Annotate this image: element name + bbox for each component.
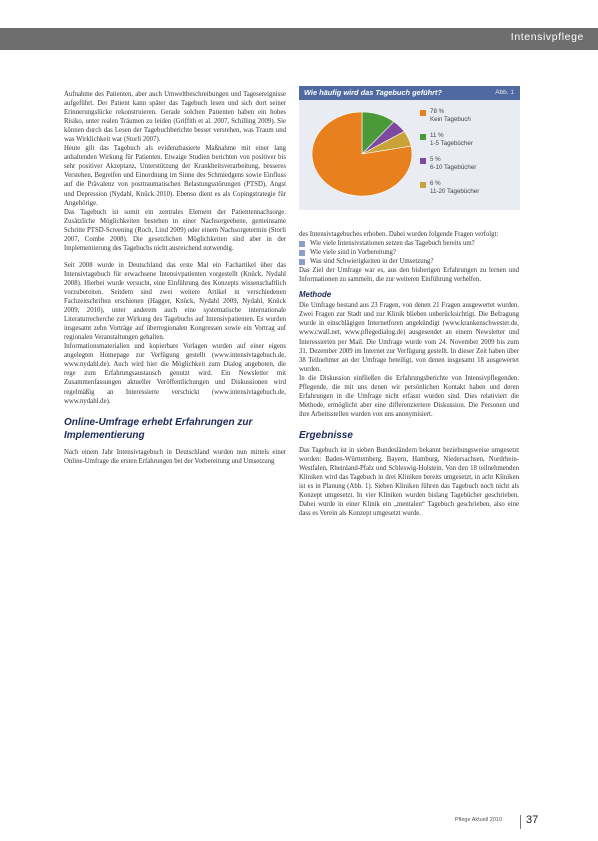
legend-value: 5 %	[430, 156, 441, 163]
legend-swatch	[420, 134, 426, 140]
footer	[0, 815, 598, 831]
legend-label: 11-20 Tagebücher	[430, 188, 480, 195]
legend-label: Kein Tagebuch	[430, 116, 471, 123]
legend-swatch	[420, 182, 426, 188]
header-bar	[0, 28, 598, 50]
legend-item	[420, 156, 516, 180]
bullet-square-icon	[299, 250, 305, 256]
section-heading-survey: Online-Umfrage erhebt Erfahrungen zur Implementierung	[64, 416, 253, 441]
bullet-item	[299, 239, 519, 248]
left-column	[64, 90, 286, 466]
figure-box	[299, 86, 520, 210]
right-column	[299, 230, 519, 518]
bullet-item	[299, 248, 519, 257]
bullet-square-icon	[299, 259, 305, 265]
left-paragraph-closing: Nach einem Jahr Intensivtagebuch in Deutschland wurden nun mittels einer Online-Umfrage die ersten Erfahrungen bei der Vorbereitung und Umsetzung	[64, 448, 286, 465]
bullet-text: Wie viele sind in Vorbereitung?	[310, 249, 396, 257]
bullet-text: Was sind Schwierigkeiten in der Umsetzung?	[310, 258, 434, 266]
page-number: 37	[526, 814, 539, 826]
results-text: Das Tagebuch ist in sieben Bundesländern bekannt beziehungsweise umgesetzt worden: Baden-Württemberg, Bayern, Hamburg, Niedersachsen, Nordrhein-Westfalen, Rheinland-Pfalz und Schleswig-Holstein. Von den 18 teilnehmenden Kliniken wird das Tagebuch in drei Kliniken bereits umgesetzt, in acht Kliniken ist es in Planung (Abb. 1). Sieben Kliniken führen das Tagebuch noch nicht als Konzept umgesetzt. In vier Kliniken wurden bislang Tagebücher geschrieben. Dabei wurde in einer Klinik ein „mentalen“ Tagebuch geschrieben, also eine dass es Verein als Konzept umgesetzt wurde.	[299, 446, 519, 518]
footer-divider	[520, 815, 521, 829]
chart-legend	[420, 108, 516, 204]
left-paragraph-3: Das Tagebuch ist somit ein zentrales Element der Patientennachsorge. Zusätzliche Möglichkeiten bestehen in einer Nachsorgeebene, gemeinsame Schritte PTSD-Screening (Roch, Lind 2009) oder einem Nachsorgetermin (Storli 2007, Combe 2008). Die gesetzlichen Möglichkeiten sind aber in der Implementierung des Tagebuchs nicht ausreichend notwendig.	[64, 208, 286, 252]
legend-swatch	[420, 158, 426, 164]
figure-title: Wie häufig wird das Tagebuch geführt?	[304, 88, 443, 97]
section-title: Intensivpflege	[510, 31, 584, 43]
footer-source: Pflege Aktuell 2010	[454, 817, 502, 823]
results-heading: Ergebnisse	[299, 429, 353, 441]
right-intro: des Intensivtagebuches erhoben. Dabei wurden folgende Fragen verfolgt:	[299, 231, 499, 238]
methods-text: Die Umfrage bestand aus 23 Fragen, von denen 21 Fragen ausgewertet wurden. Zwei Fragen zur Stadt und zur Klinik blieben unberücksichtigt. Die Befragung wurde in einschlägigen Internetforen angekündigt (www.krankenschwester.de, www.cwall.net, www.pflegedialog.de) ausgesendet an einem Newsletter und Interessierten per Mail. Die Umfrage wurde vom 24. November 2009 bis zum 31. Dezember 2009 im Internet zur Verfügung gestellt. In dieser Zeit haben über 38 Teilnehmer an der Umfrage beteiligt, von denen insgesamt 18 ausgewertet wurden.	[299, 302, 519, 373]
right-aim: Das Ziel der Umfrage war es, aus den bisherigen Erfahrungen zu lernen und Informationen zu sammeln, die zur weiteren Einführung verhelfen.	[299, 267, 519, 284]
legend-swatch	[420, 110, 426, 116]
left-paragraph-2: Heute gilt das Tagebuch als evidenzbasierte Maßnahme mit einer lang anhaltenden Wirkung für Patienten. Etwaige Studien berichten von positiver bis sehr positiver Akzeptanz, Unterstützung der Krankheitsverarbeitung, besseres Verstehen, Begreifen und Einordnung im Sinne des Schmiedgens sowie Einfluss auf die Prävalenz von posttraumatischen Belastungsstörungen (PTSD), Angst und Depression (Nydahl, Knück 2010). Ebenso dient es als Copingstrategie für Angehörige.	[64, 145, 286, 207]
figure-number: Abb. 1	[495, 88, 514, 96]
pie-chart	[307, 104, 419, 204]
legend-item	[420, 180, 516, 204]
legend-value: 78 %	[430, 108, 445, 115]
methods-text-2: In die Diskussion einfließen die Erfahrungsberichte von Intensivpflegenden. Pflegende, die mit uns denen wir persönlichen Kontakt haben und deren Erfahrungen in die Umfrage nicht erfasst wurden sind. Dies relativiert die Methode, ermöglicht aber eine differenziertere Diskussion. Die Personen und ihre Arbeitsstellen wurden von uns anonymisiert.	[299, 374, 519, 418]
left-paragraph-5: Informationsmaterialien und kopierbare Vorlagen wurden auf einer eigens angelegten Homepage zur Verfügung gestellt (www.intensivtagebuch.de, www.nydahl.de). Auch wird hier die Möglichkeit zum Dialog angeboten, die rege zum Erfahrungsaustausch genutzt wird. Ein Newsletter mit Zusammenfassungen aktueller Veröffentlichungen und Diskussionen wird regelmäßig an Interessierte verschickt (www.intensivtagebuch.de, www.nydahl.de).	[64, 343, 286, 405]
bullet-square-icon	[299, 241, 305, 247]
legend-value: 11 %	[430, 132, 444, 139]
bullet-item	[299, 257, 519, 266]
legend-item	[420, 132, 516, 156]
legend-item	[420, 108, 516, 132]
methods-heading: Methode	[299, 290, 332, 300]
legend-label: 1-5 Tagebücher	[430, 140, 473, 147]
left-paragraph-4: Seit 2008 wurde in Deutschland das erste Mal ein Fachartikel über das Intensivtagebuch für erwachsene Intensivpatienten vorgestellt (Knück, Nydahl 2008). Hierbei wurde versucht, eine Einführung des Konzepts wissenschaftlich vorzubereiten. Seitdem sind zwei weitere Artikel in verschiedenen Fachzeitschriften erschienen (Hagger, Knück, Nydahl 2009, Nydahl, Knück 2009, 2010), unter anderem auch eine systematische internationale Literaturrecherche zur Wirkung des Tagebuchs auf Intensivpatienten. Es wurden insgesamt zehn Vorträge auf überregionalen Kongressen sowie ein Vortrag auf regionalen Veranstaltungen gehalten.	[64, 261, 286, 342]
figure-header	[299, 86, 520, 100]
legend-label: 6-10 Tagebücher	[430, 164, 477, 171]
bullet-text: Wie viele Intensivstationen setzen das Tagebuch bereits um?	[310, 240, 475, 248]
legend-value: 6 %	[430, 180, 441, 187]
left-paragraph-1: Aufnahme des Patienten, aber auch Umweltbeschreibungen und Tagesereignisse aufgeführt. Der Patient kann später das Tagebuch lesen und sich dort seiner Erinnerungslücke rekonstruieren. Gerade solchen Patienten haben ein hohes Risiko, unter realen Träumen zu leiden (Griffith et al. 2007, Schilling 2009). Sie können durch das Lesen der Tagebuchberichte besser verstehen, was Traum und was Wirklichkeit war (Storli 2007).	[64, 91, 286, 144]
